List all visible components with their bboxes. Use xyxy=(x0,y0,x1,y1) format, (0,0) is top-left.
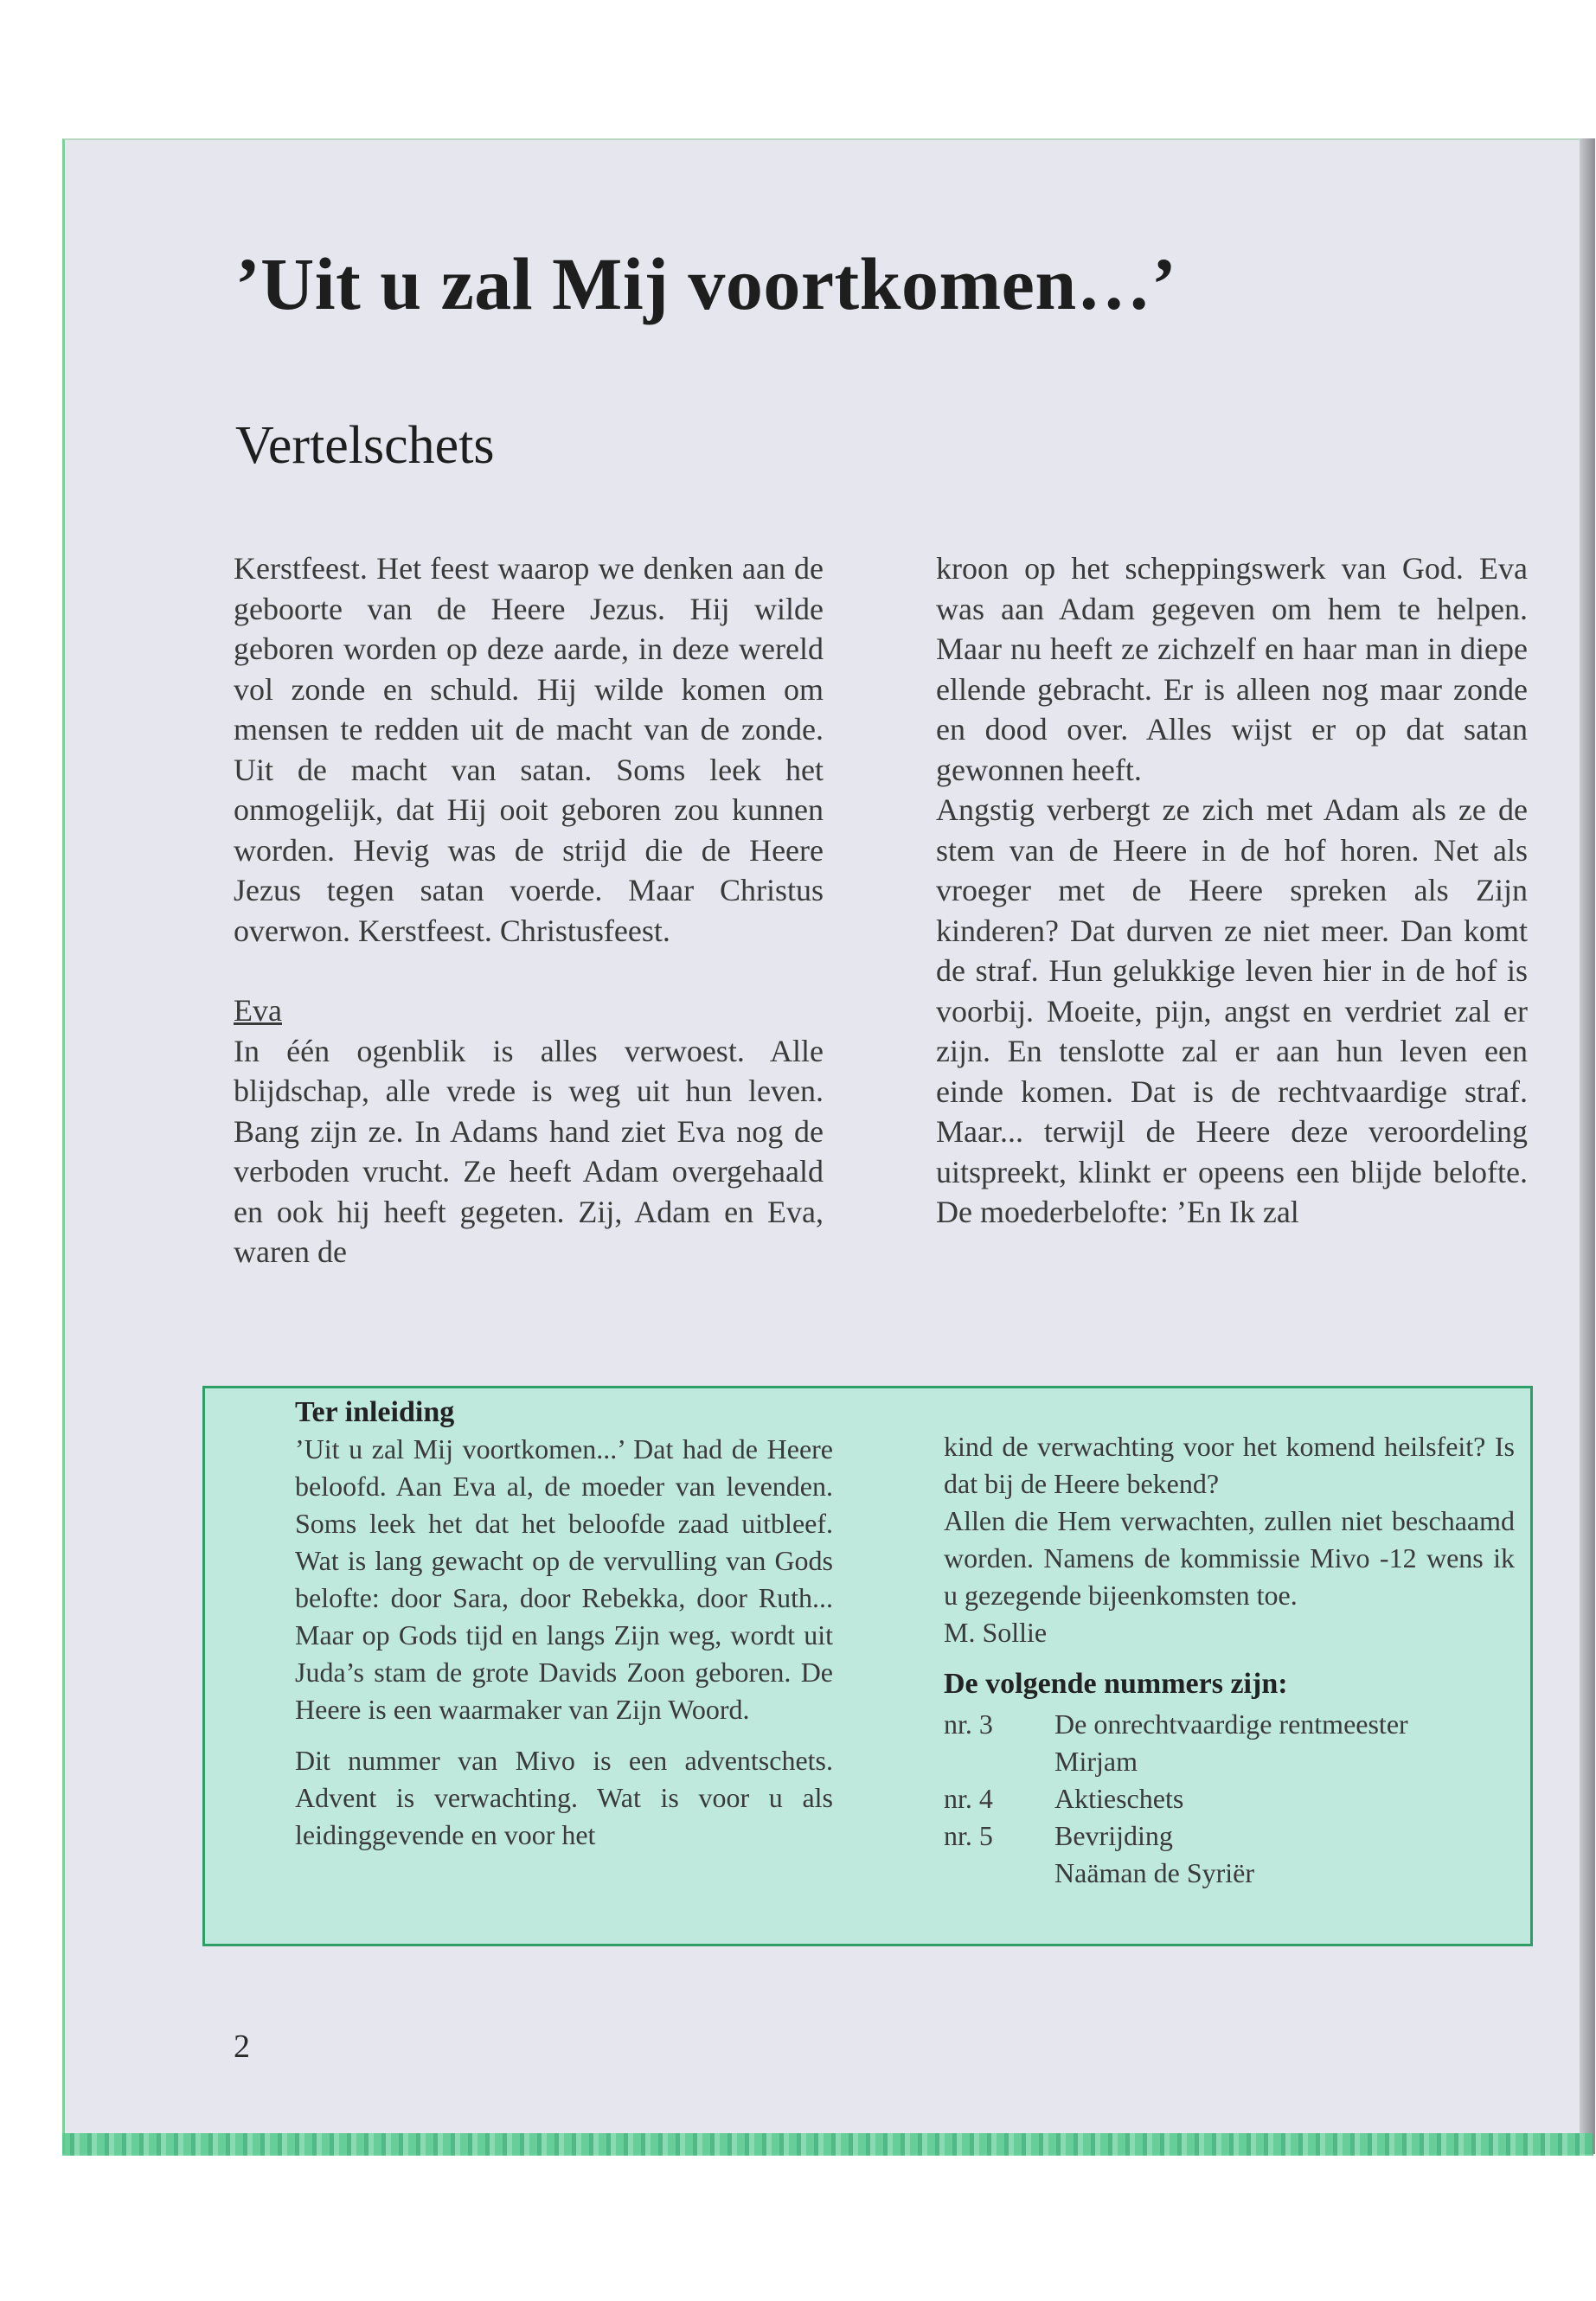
next-issue-number: nr. 5 xyxy=(944,1820,993,1851)
story-eva-paragraph: In één ogenblik is alles verwoest. Alle blijdschap, alle vrede is weg uit hun leven. Bang zijn ze. In Adams hand ziet Eva nog de verboden vrucht. Ze heeft Adam overgehaald en ook hij heeft gegeten. Zij, Adam en Eva, waren de xyxy=(234,1033,824,1269)
page-subtitle: Vertelschets xyxy=(235,416,495,475)
next-issue-row xyxy=(944,1706,1515,1780)
next-issue-title: Aktieschets xyxy=(1054,1783,1184,1814)
page-number: 2 xyxy=(234,2029,250,2065)
inleiding-column-left xyxy=(295,1394,833,1854)
inleiding-box xyxy=(202,1386,1533,1946)
story-right-paragraph-2: Angstig verbergt ze zich met Adam als ze de stem van de Heere in de hof horen. Net als vroeger met de Heere spreken als Zijn kinderen? Dat durven ze niet meer. Dan komt de straf. Hun gelukkige leven hier in de hof is voorbij. Moeite, pijn, angst en verdriet zal er zijn. En tenslotte zal er aan hun leven een einde komen. Dat is de rechtvaardige straf. Maar... terwijl de Heere deze veroordeling uitspreekt, klinkt er opeens een blijde belofte. De moederbelofte: ’En Ik zal xyxy=(936,792,1528,1229)
section-heading-eva: Eva xyxy=(234,993,282,1028)
next-issue-title: Mirjam xyxy=(1054,1746,1138,1777)
next-issue-number: nr. 3 xyxy=(944,1708,993,1740)
inleiding-paragraph-1: ’Uit u zal Mij voortkomen...’ Dat had de Heere beloofd. Aan Eva al, de moeder van levenden. Soms leek het dat het beloofde zaad uitbleef. Wat is lang gewacht op de vervulling van Gods belofte: door Sara, door Rebekka, door Ruth... Maar op Gods tijd en langs Zijn weg, wordt uit Juda’s stam de grote Davids Zoon geboren. De Heere is een waarmaker van Zijn Woord. xyxy=(295,1433,833,1725)
next-issues-heading: De volgende nummers zijn: xyxy=(944,1668,1288,1700)
story-column-left xyxy=(234,548,824,1272)
inleiding-paragraph-2: Dit nummer van Mivo is een adventschets. Advent is verwachting. Wat is voor u als leidinggevende en voor het xyxy=(295,1745,833,1850)
inleiding-heading: Ter inleiding xyxy=(295,1396,455,1428)
inleiding-right-paragraph-1: kind de verwachting voor het komend heilsfeit? Is dat bij de Heere bekend? xyxy=(944,1431,1515,1499)
story-intro-paragraph: Kerstfeest. Het feest waarop we denken aan de geboorte van de Heere Jezus. Hij wilde geboren worden op deze aarde, in deze wereld vol zonde en schuld. Hij wilde komen om mensen te redden uit de macht van de zonde. Uit de macht van satan. Soms leek het onmogelijk, dat Hij ooit geboren zou kunnen worden. Hevig was de strijd die de Heere Jezus tegen satan voerde. Maar Christus overwon. Kerstfeest. Christusfeest. xyxy=(234,551,824,948)
inleiding-signature: M. Sollie xyxy=(944,1617,1048,1648)
inleiding-right-paragraph-2: Allen die Hem verwachten, zullen niet beschaamd worden. Namens de kommissie Mivo -12 wens ik u gezegende bijeenkomsten toe. xyxy=(944,1505,1515,1611)
next-issue-row xyxy=(944,1780,1515,1817)
next-issue-title: De onrechtvaardige rentmeester xyxy=(1054,1708,1408,1740)
page-edge-shadow xyxy=(1580,138,1595,2154)
next-issue-row xyxy=(944,1817,1515,1892)
page-title: ’Uit u zal Mij voortkomen…’ xyxy=(235,242,1177,325)
next-issue-title: Naäman de Syriër xyxy=(1054,1857,1255,1888)
next-issue-number: nr. 4 xyxy=(944,1783,993,1814)
next-issues-list xyxy=(944,1706,1515,1892)
bottom-color-stripe xyxy=(62,2133,1593,2156)
story-column-right xyxy=(936,548,1528,1233)
next-issue-title: Bevrijding xyxy=(1054,1820,1173,1851)
story-right-paragraph-1: kroon op het scheppingswerk van God. Eva was aan Adam gegeven om hem te helpen. Maar nu heeft ze zichzelf en haar man in diepe ellende gebracht. Er is alleen nog maar zonde en dood over. Alles wijst er op dat satan gewonnen heeft. xyxy=(936,551,1528,787)
inleiding-column-right xyxy=(944,1428,1515,1892)
